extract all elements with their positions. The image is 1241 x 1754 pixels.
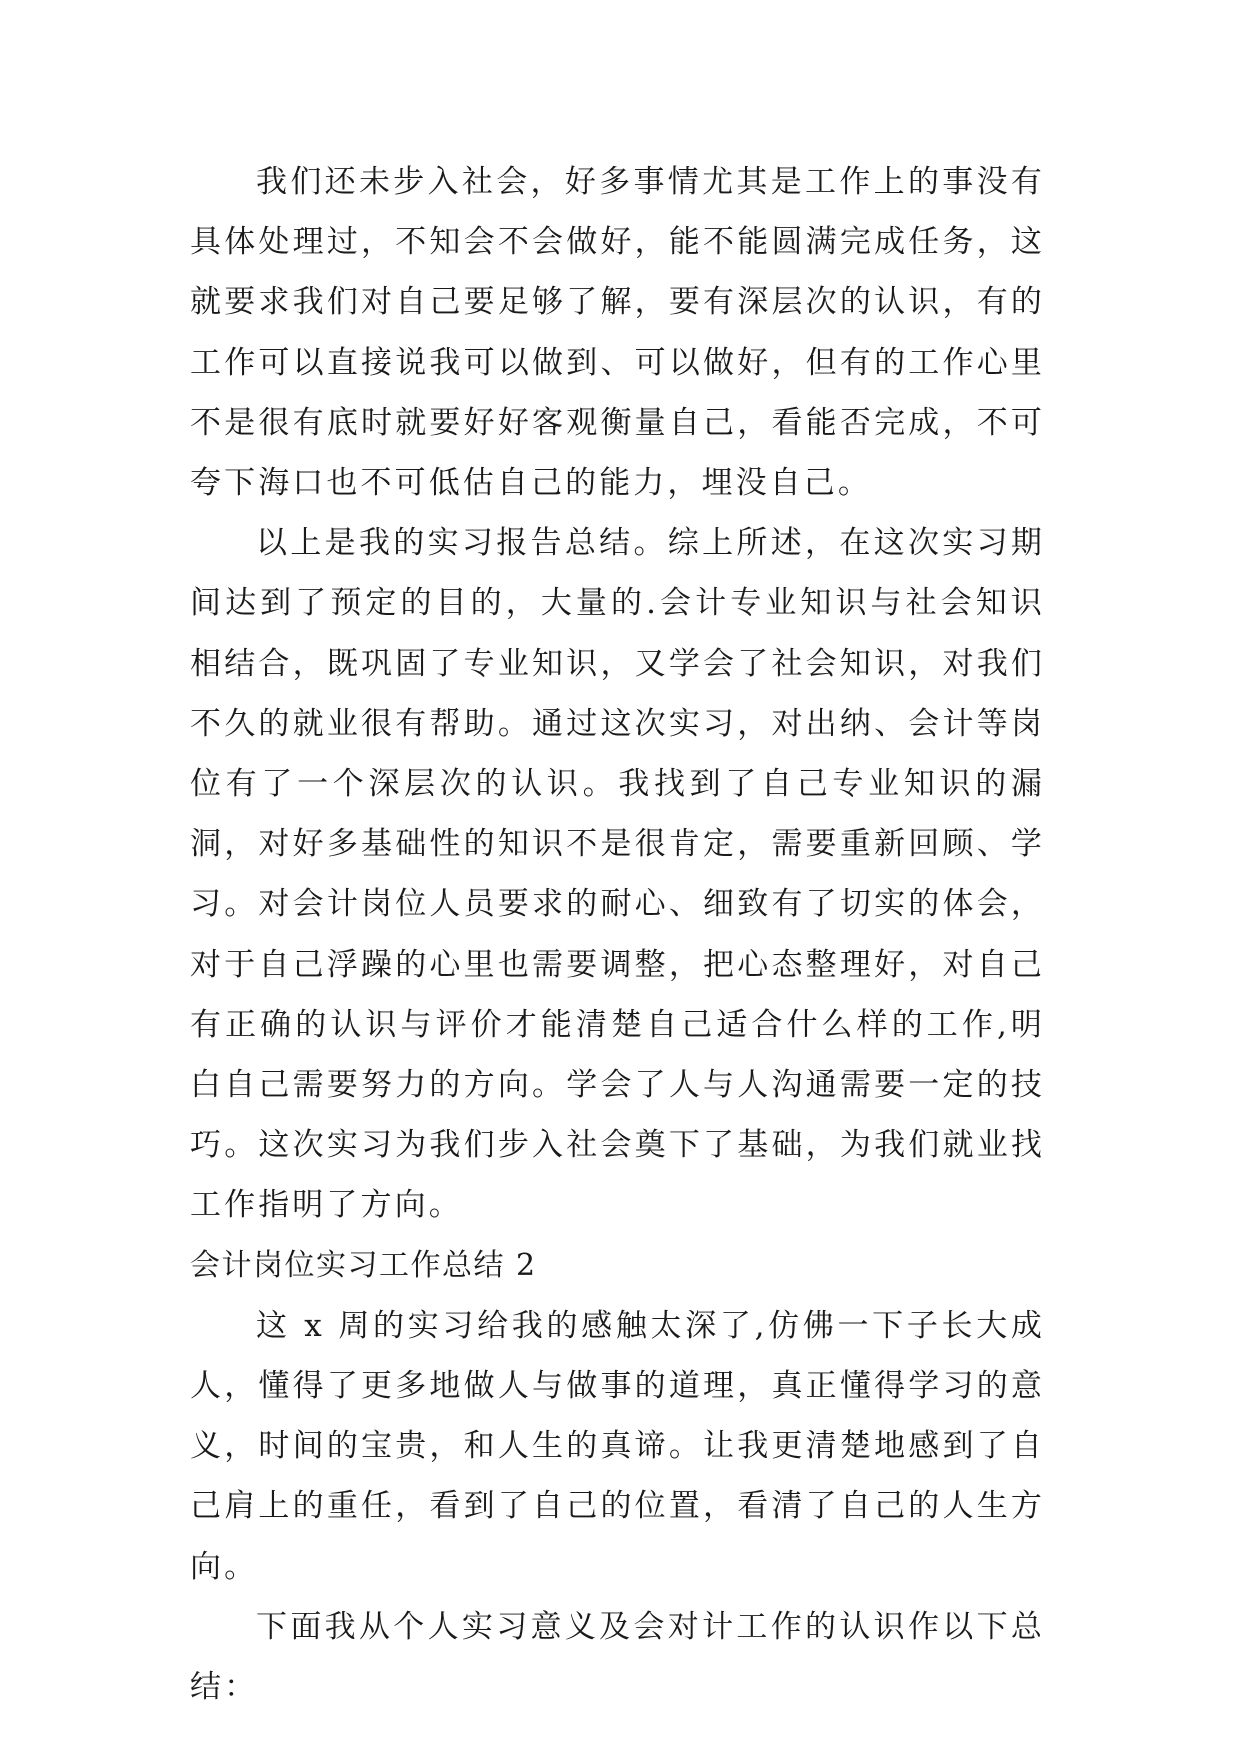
document-body bbox=[190, 152, 1045, 1717]
paragraph-self-awareness: 我们还未步入社会，好多事情尤其是工作上的事没有具体处理过，不知会不会做好，能不能圆满完成任务，这就要求我们对自己要足够了解，要有深层次的认识，有的工作可以直接说我可以做到、可以做好，但有的工作心里不是很有底时就要好好客观衡量自己，看能否完成，不可夸下海口也不可低估自己的能力，埋没自己。 bbox=[190, 164, 1045, 502]
paragraph-report-summary: 以上是我的实习报告总结。综上所述，在这次实习期间达到了预定的目的，大量的.会计专业知识与社会知识相结合，既巩固了专业知识，又学会了社会知识，对我们不久的就业很有帮助。通过这次实习，对出纳、会计等岗位有了一个深层次的认识。我找到了自己专业知识的漏洞，对好多基础性的知识不是很肯定，需要重新回顾、学习。对会计岗位人员要求的耐心、细致有了切实的体会，对于自己浮躁的心里也需要调整，把心态整理好，对自己有正确的认识与评价才能清楚自己适合什么样的工作,明白自己需要努力的方向。学会了人与人沟通需要一定的技巧。这次实习为我们步入社会奠下了基础，为我们就业找工作指明了方向。 bbox=[190, 525, 1045, 1224]
section-heading: 会计岗位实习工作总结 2 bbox=[190, 1247, 537, 1283]
paragraph-internship-feelings: 这 x 周的实习给我的感触太深了,仿佛一下子长大成人，懂得了更多地做人与做事的道理，真正懂得学习的意义，时间的宝贵，和人生的真谛。让我更清楚地感到了自己肩上的重任，看到了自己的位置，看清了自己的人生方向。 bbox=[190, 1307, 1045, 1585]
paragraph-summary-intro: 下面我从个人实习意义及会对计工作的认识作以下总结： bbox=[190, 1608, 1045, 1706]
